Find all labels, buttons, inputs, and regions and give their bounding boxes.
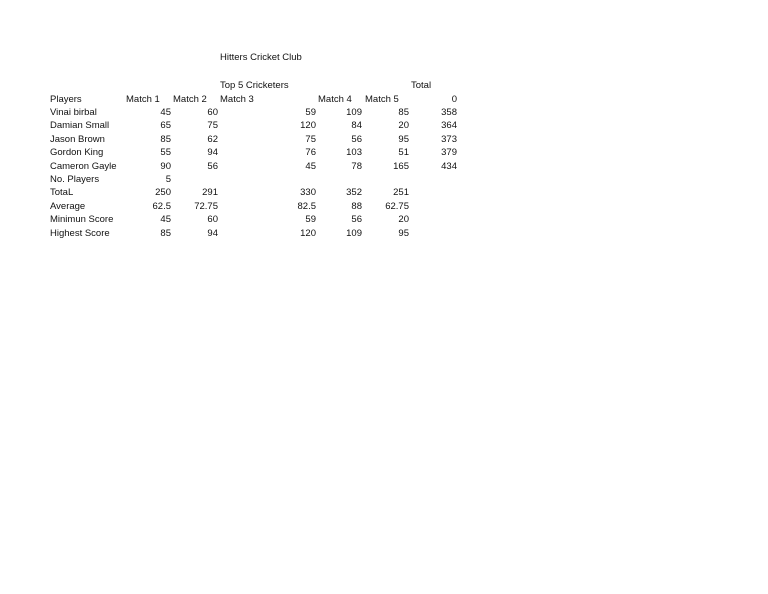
stat-cell-m5: 62.75 bbox=[385, 201, 409, 212]
score-cell-m1: 55 bbox=[160, 147, 171, 158]
player-name: Vinai birbal bbox=[50, 107, 97, 118]
stat-label: Minimun Score bbox=[50, 214, 114, 225]
score-cell-m3: 59 bbox=[305, 107, 316, 118]
score-cell-m1: 45 bbox=[160, 107, 171, 118]
score-cell-m3: 120 bbox=[300, 120, 316, 131]
stat-cell-m1: 250 bbox=[155, 187, 171, 198]
score-cell-m5: 20 bbox=[398, 120, 409, 131]
score-cell-m2: 75 bbox=[207, 120, 218, 131]
player-name: Jason Brown bbox=[50, 134, 105, 145]
stat-cell-m3: 120 bbox=[300, 228, 316, 239]
score-cell-total: 358 bbox=[441, 107, 457, 118]
stat-cell-m4: 352 bbox=[346, 187, 362, 198]
score-cell-m4: 56 bbox=[351, 134, 362, 145]
stat-cell-m4: 88 bbox=[351, 201, 362, 212]
no-players-value: 5 bbox=[165, 174, 171, 185]
stat-label: TotaL bbox=[50, 187, 74, 198]
player-name: Cameron Gayle bbox=[50, 161, 117, 172]
score-cell-m2: 60 bbox=[207, 107, 218, 118]
stat-label: Average bbox=[50, 201, 86, 212]
stat-cell-m2: 291 bbox=[202, 187, 218, 198]
header-match-2: Match 2 bbox=[173, 94, 207, 105]
stat-cell-m5: 95 bbox=[398, 228, 409, 239]
stat-cell-m1: 85 bbox=[160, 228, 171, 239]
score-cell-m1: 65 bbox=[160, 120, 171, 131]
stat-cell-m2: 60 bbox=[207, 214, 218, 225]
total-label: Total bbox=[411, 80, 432, 91]
score-cell-m5: 85 bbox=[398, 107, 409, 118]
score-cell-m3: 75 bbox=[305, 134, 316, 145]
header-match-4: Match 4 bbox=[318, 94, 352, 105]
score-cell-m4: 78 bbox=[351, 161, 362, 172]
score-cell-total: 364 bbox=[441, 120, 457, 131]
score-cell-m2: 56 bbox=[207, 161, 218, 172]
score-cell-m1: 90 bbox=[160, 161, 171, 172]
header-players: Players bbox=[50, 94, 82, 105]
score-cell-m1: 85 bbox=[160, 134, 171, 145]
score-cell-m2: 94 bbox=[207, 147, 218, 158]
header-match-5: Match 5 bbox=[365, 94, 399, 105]
score-cell-total: 379 bbox=[441, 147, 457, 158]
stat-cell-m1: 45 bbox=[160, 214, 171, 225]
stat-cell-m2: 94 bbox=[207, 228, 218, 239]
subtitle: Top 5 Cricketers bbox=[220, 80, 289, 91]
stat-cell-m3: 82.5 bbox=[297, 201, 316, 212]
stat-cell-m4: 109 bbox=[346, 228, 362, 239]
score-cell-m4: 109 bbox=[346, 107, 362, 118]
score-cell-total: 434 bbox=[441, 161, 457, 172]
score-cell-m2: 62 bbox=[207, 134, 218, 145]
stat-label: Highest Score bbox=[50, 228, 110, 239]
no-players-label: No. Players bbox=[50, 174, 100, 185]
score-cell-m5: 51 bbox=[398, 147, 409, 158]
player-name: Damian Small bbox=[50, 120, 110, 131]
score-cell-m4: 103 bbox=[346, 147, 362, 158]
score-cell-m3: 45 bbox=[305, 161, 316, 172]
stat-cell-m3: 59 bbox=[305, 214, 316, 225]
score-cell-m4: 84 bbox=[351, 120, 362, 131]
header-total-value: 0 bbox=[451, 94, 457, 105]
stat-cell-m5: 20 bbox=[398, 214, 409, 225]
stat-cell-m1: 62.5 bbox=[152, 201, 171, 212]
score-cell-m5: 95 bbox=[398, 134, 409, 145]
score-cell-total: 373 bbox=[441, 134, 457, 145]
stat-cell-m4: 56 bbox=[351, 214, 362, 225]
stat-cell-m5: 251 bbox=[393, 187, 409, 198]
header-match-1: Match 1 bbox=[126, 94, 160, 105]
player-name: Gordon King bbox=[50, 147, 104, 158]
stat-cell-m2: 72.75 bbox=[194, 201, 218, 212]
header-match-3: Match 3 bbox=[220, 94, 254, 105]
score-cell-m3: 76 bbox=[305, 147, 316, 158]
club-title: Hitters Cricket Club bbox=[220, 52, 302, 63]
stat-cell-m3: 330 bbox=[300, 187, 316, 198]
score-cell-m5: 165 bbox=[393, 161, 409, 172]
